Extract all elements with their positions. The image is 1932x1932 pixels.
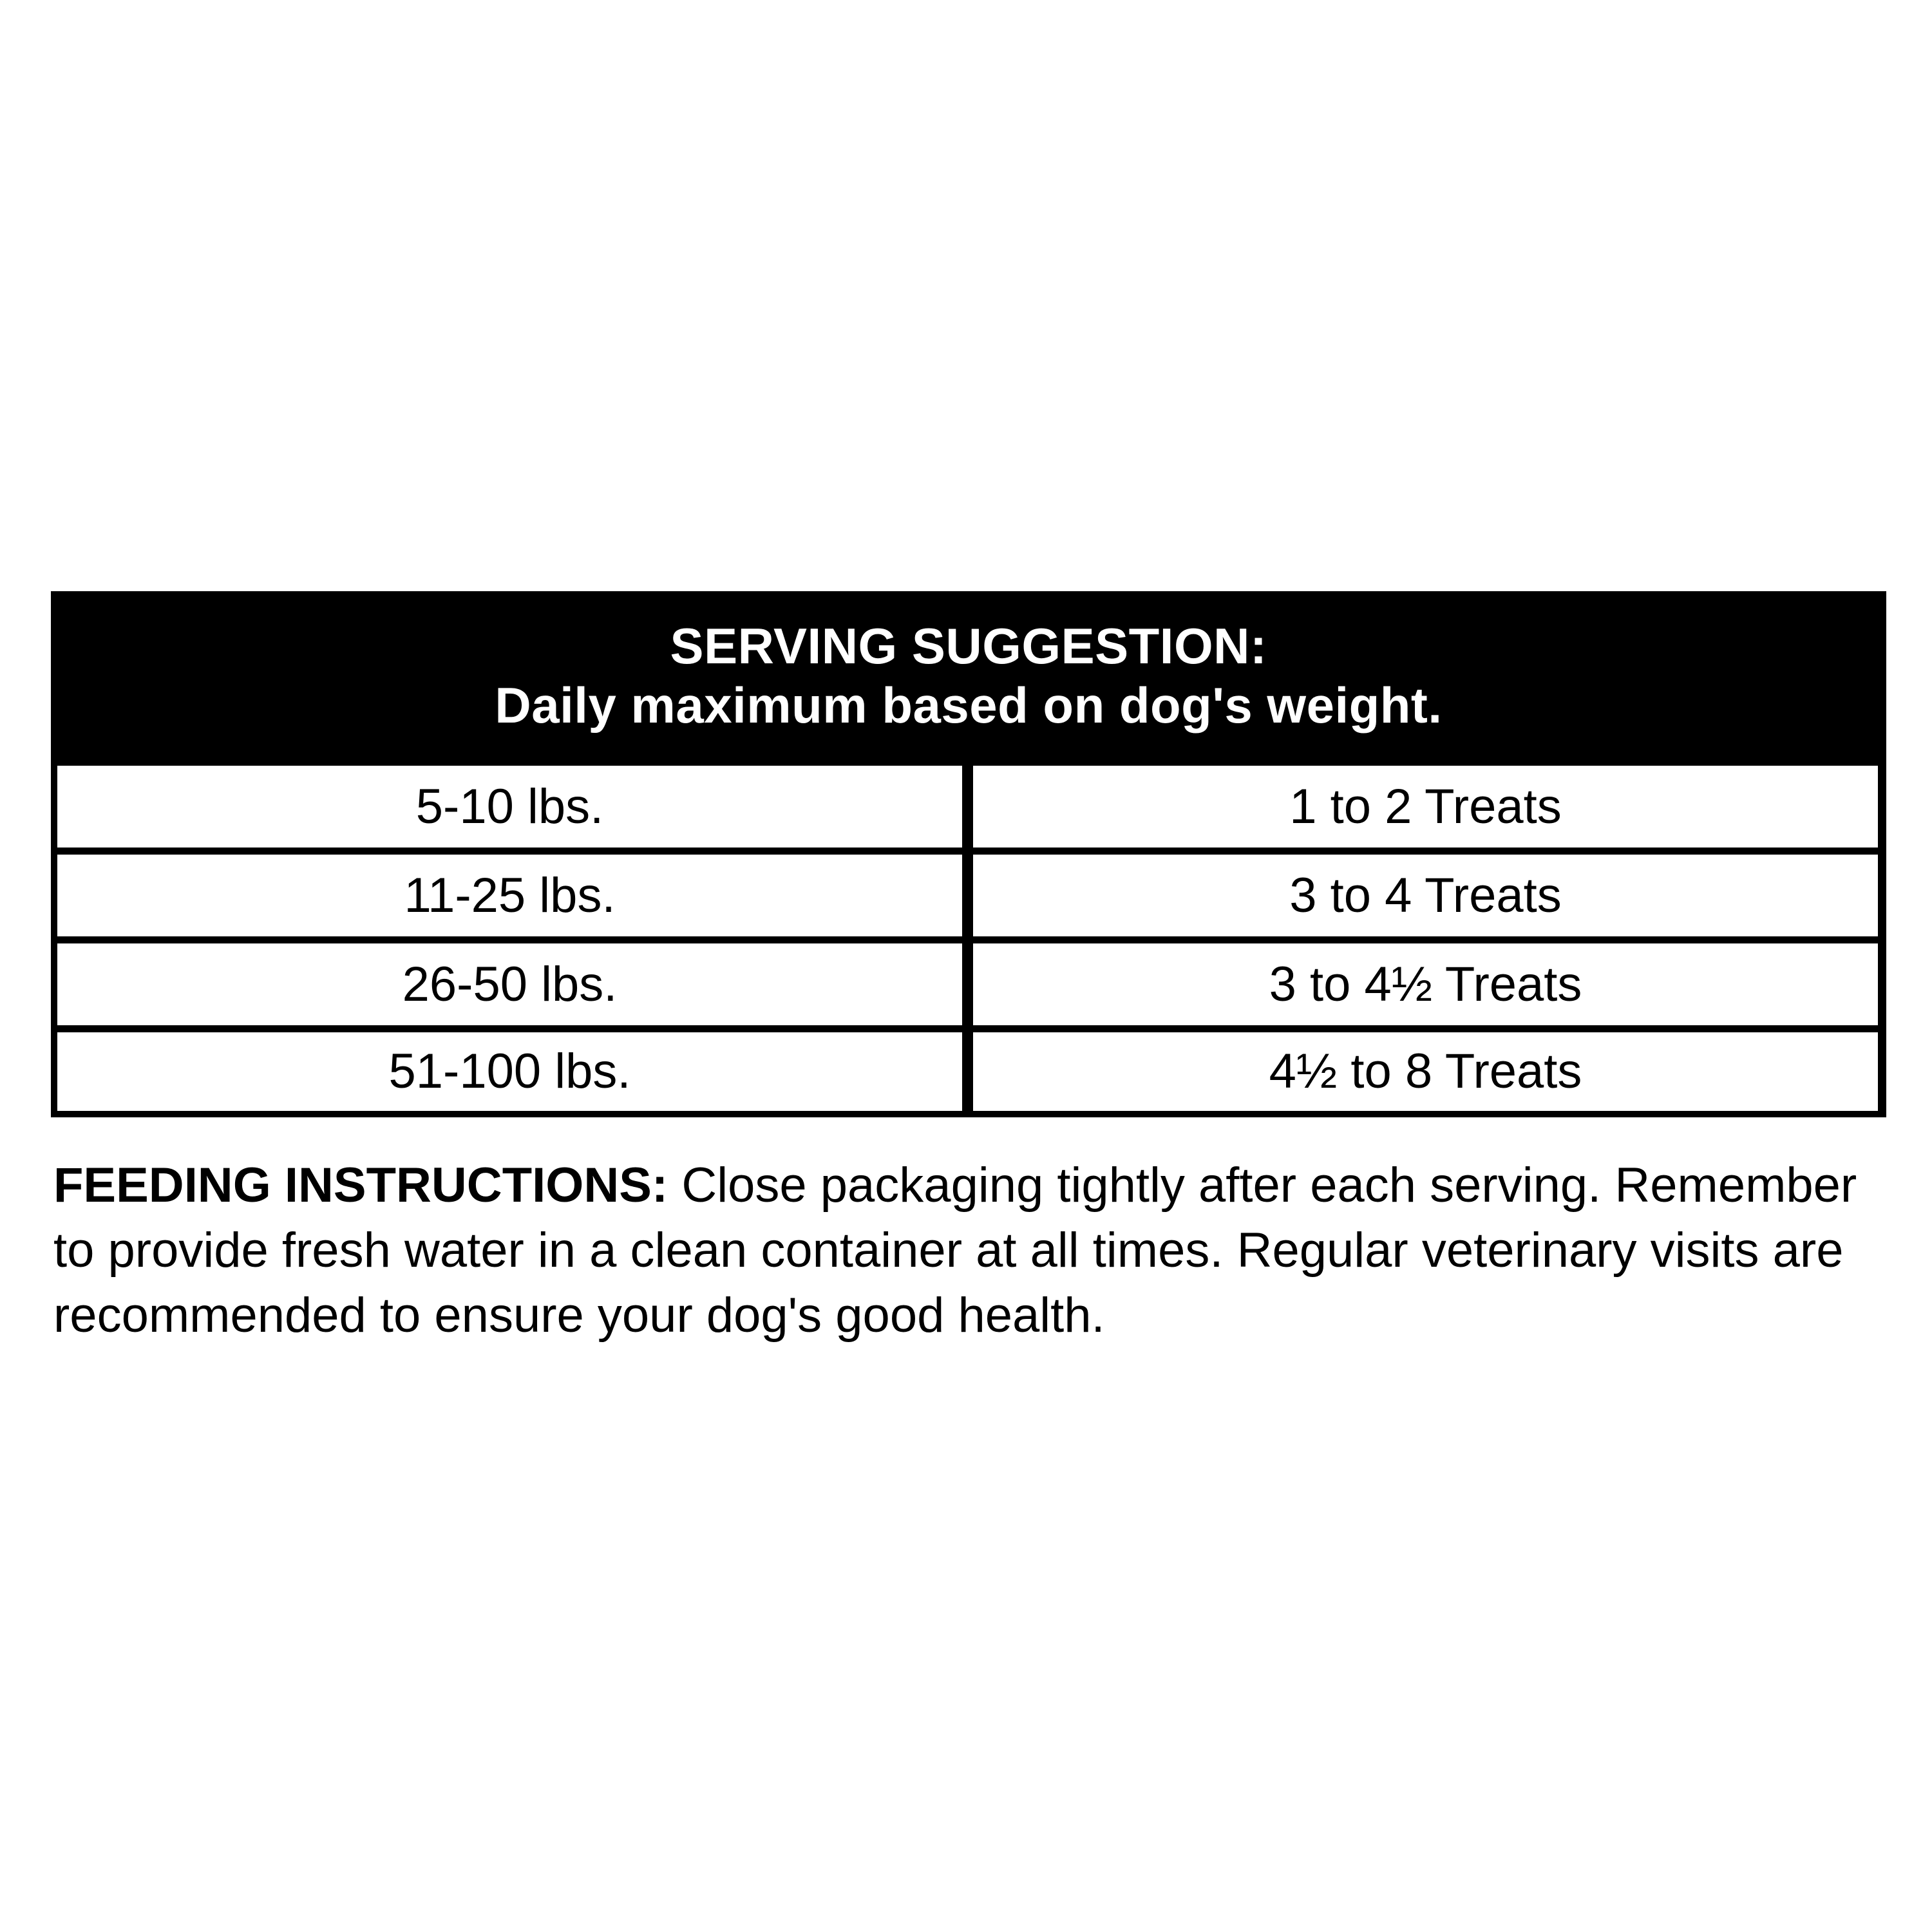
treats-cell: 1 to 2 Treats (973, 766, 1878, 848)
serving-suggestion-table (51, 591, 1886, 1117)
feeding-instructions (53, 1153, 1895, 1348)
feeding-instructions-label: FEEDING INSTRUCTIONS: (53, 1158, 668, 1213)
table-subtitle: Daily maximum based on dog's weight. (495, 677, 1443, 734)
feeding-instructions-text: Close packaging tightly after each serving. Remember to provide fresh water in a clean container at all times. Regular veterinary visits are recommended to ensure your dog's good health. (53, 1158, 1857, 1343)
weight-cell: 11-25 lbs. (57, 855, 962, 936)
weight-cell: 5-10 lbs. (57, 766, 962, 848)
treats-cell: 4½ to 8 Treats (973, 1032, 1878, 1111)
weight-cell: 26-50 lbs. (57, 943, 962, 1025)
treats-cell: 3 to 4½ Treats (973, 943, 1878, 1025)
treats-cell: 3 to 4 Treats (973, 855, 1878, 936)
table-title: SERVING SUGGESTION: (670, 618, 1267, 674)
table-header (51, 591, 1886, 760)
weight-cell: 51-100 lbs. (57, 1032, 962, 1111)
